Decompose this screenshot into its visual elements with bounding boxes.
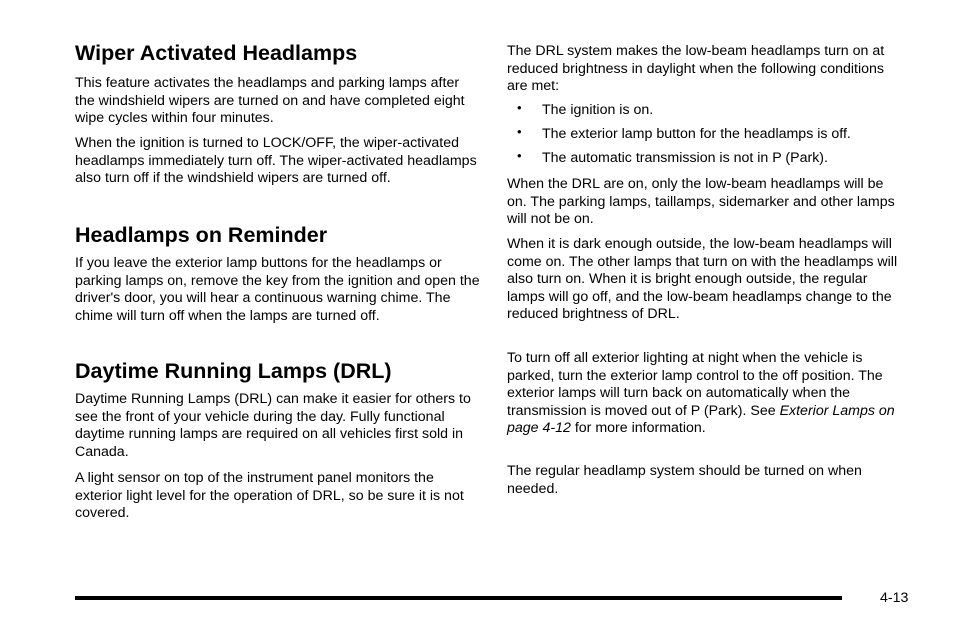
paragraph-reminder-1: If you leave the exterior lamp buttons for the headlamps or parking lamps on, remove the key from the ignition and open the driver's door, you will hear a continuous warning chime. The chime will turn off when the lamps are turned off.	[75, 255, 480, 324]
heading-headlamps-on-reminder: Headlamps on Reminder	[75, 223, 328, 247]
paragraph-drl-on: When the DRL are on, only the low-beam headlamps will be on. The parking lamps, taillamps, sidemarker and other lamps will not be on.	[507, 176, 895, 228]
heading-wiper-activated-headlamps: Wiper Activated Headlamps	[75, 41, 358, 65]
paragraph-drl-2: A light sensor on top of the instrument panel monitors the exterior light level for the operation of DRL, so be sure it is not covered.	[75, 470, 464, 522]
paragraph-drl-1: Daytime Running Lamps (DRL) can make it easier for others to see the front of your vehicle during the day. Fully functional daytime running lamps are required on all vehicles first sold in Canada.	[75, 391, 471, 460]
bullet-icon: •	[517, 148, 522, 163]
paragraph-wiper-1: This feature activates the headlamps and parking lamps after the windshield wipers are turned on and have completed eight wipe cycles within four minutes.	[75, 75, 465, 127]
paragraph-text: for more information.	[570, 420, 706, 437]
paragraph-dark-outside: When it is dark enough outside, the low-beam headlamps will come on. The other lamps that turn on with the headlamps will also turn on. When it is bright enough outside, the regular lamps will go off, and the low-beam headlamps change to the reduced brightness of DRL.	[507, 236, 898, 323]
paragraph-turn-off-lighting	[507, 350, 907, 438]
heading-daytime-running-lamps: Daytime Running Lamps (DRL)	[75, 359, 392, 383]
paragraph-wiper-2: When the ignition is turned to LOCK/OFF, the wiper-activated headlamps immediately turn off. The wiper-activated headlamps also turn off if the windshield wipers are turned off.	[75, 135, 477, 187]
bullet-icon: •	[517, 124, 522, 139]
page-number: 4-13	[880, 590, 909, 606]
cross-reference-link[interactable]: Exterior Lamps on page 4-12	[507, 402, 895, 437]
bullet-text: The exterior lamp button for the headlamps is off.	[542, 126, 851, 142]
paragraph-drl-conditions: The DRL system makes the low-beam headlamps turn on at reduced brightness in daylight when the following conditions are met:	[507, 43, 885, 95]
paragraph-regular-headlamp: The regular headlamp system should be turned on when needed.	[507, 463, 862, 497]
bullet-text: The ignition is on.	[542, 102, 654, 118]
bullet-icon: •	[517, 100, 522, 115]
footer-rule	[75, 596, 842, 600]
paragraph-text: To turn off all exterior lighting at night when the vehicle is parked, turn the exterior lamp control to the off position. The exterior lamps will turn back on automatically when the transmission is moved out of P (Park). See	[507, 350, 883, 419]
bullet-text: The automatic transmission is not in P (Park).	[542, 150, 828, 166]
